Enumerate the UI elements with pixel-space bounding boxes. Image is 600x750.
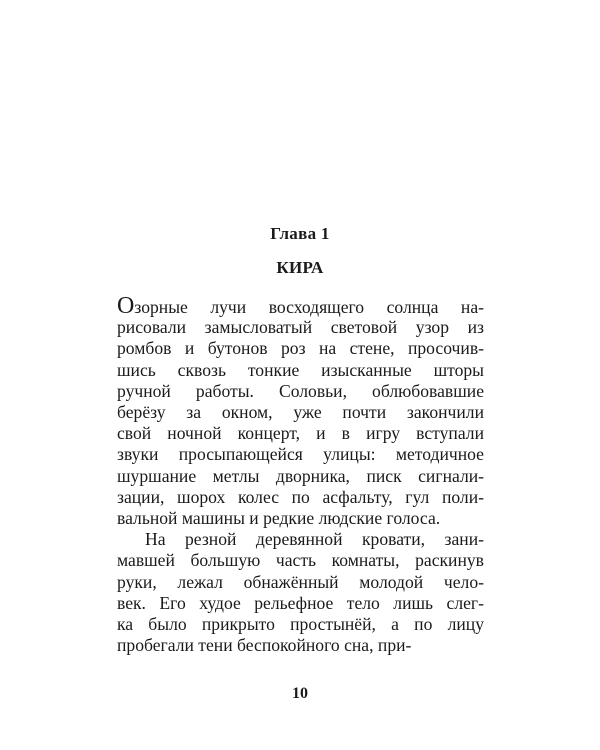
- text-line: На резной деревянной кровати, зани-: [145, 529, 484, 550]
- chapter-title: КИРА: [276, 258, 324, 277]
- text-line: пробегали тени беспокойного сна, при-: [117, 635, 412, 656]
- page-number: 10: [292, 685, 308, 702]
- text-line: шуршание метлы дворника, писк сигнали-: [117, 465, 484, 486]
- text-line: ручной работы. Соловьи, облюбовавшие: [117, 380, 484, 401]
- initial-letter: О: [117, 293, 135, 319]
- text-line: берёзу за окном, уже почти закончили: [117, 402, 484, 422]
- text-line: ка было прикрыто простынёй, а по лицу: [117, 614, 484, 634]
- text-line: век. Его худое рельефное тело лишь слег-: [117, 592, 484, 613]
- text-line: ромбов и бутонов роз на стене, просочив-: [117, 338, 484, 359]
- text-line: зации, шорох колес по асфальту, гул поли-: [117, 486, 484, 507]
- text-line: мавшей большую часть комнаты, раскинув: [117, 550, 484, 571]
- text-line: вальной машины и редкие людские голоса.: [117, 508, 441, 528]
- text-line: свой ночной концерт, и в игру вступали: [117, 423, 484, 444]
- text-line: звуки просыпающейся улицы: методичное: [117, 444, 484, 465]
- text-line: шись сквозь тонкие изысканные шторы: [117, 359, 484, 380]
- text-line: Озорные лучи восходящего солнца на-: [117, 293, 484, 319]
- text-line: руки, лежал обнажённый молодой чело-: [117, 571, 484, 592]
- chapter-number: Глава 1: [270, 224, 330, 243]
- text-line: рисовали замысловатый световой узор из: [117, 317, 484, 338]
